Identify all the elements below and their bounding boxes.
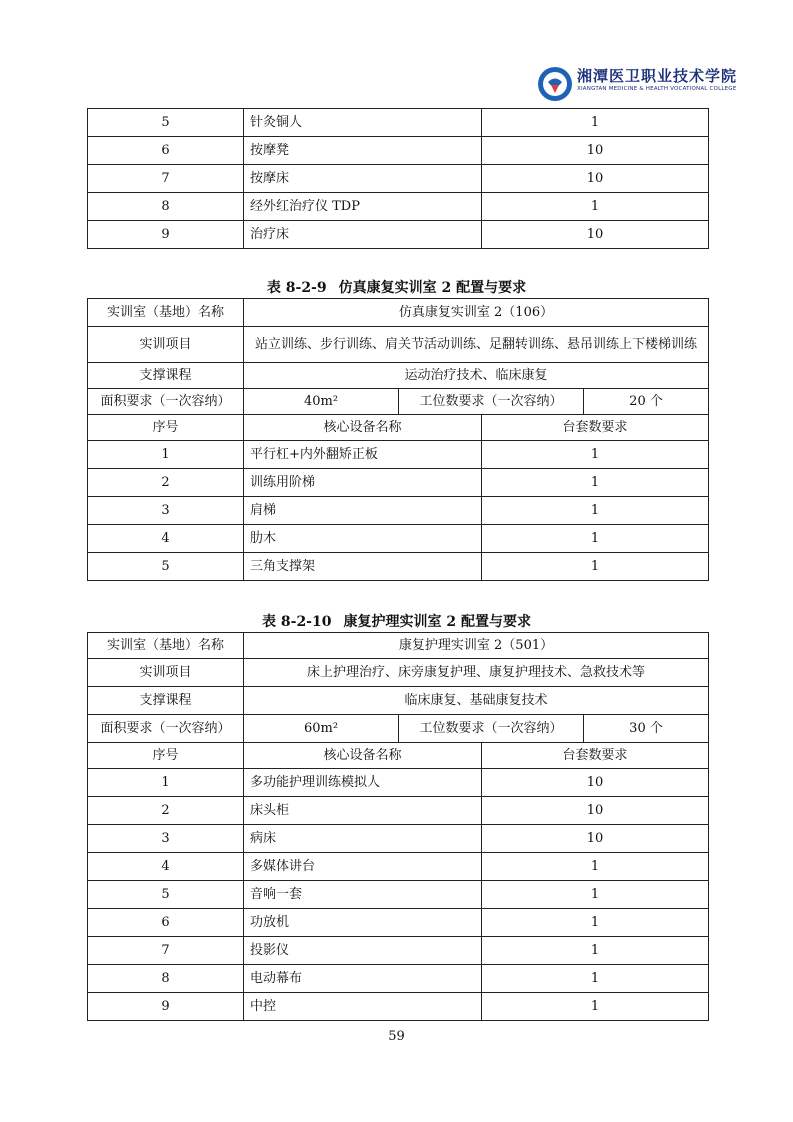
- caption-title: 仿真康复实训室 2 配置与要求: [338, 280, 527, 296]
- row-number: 7: [88, 937, 244, 965]
- table-row: [88, 193, 709, 221]
- col-header-qty: 台套数要求: [482, 415, 709, 441]
- equipment-name: 训练用阶梯: [244, 469, 482, 497]
- col-header-no: 序号: [88, 743, 244, 769]
- table-row: [88, 769, 709, 797]
- col-header-name: 核心设备名称: [244, 415, 482, 441]
- equipment-qty: 1: [482, 937, 709, 965]
- equipment-name: 治疗床: [244, 221, 482, 249]
- project-row: [88, 327, 709, 363]
- area-row: [88, 715, 709, 743]
- col-header-name: 核心设备名称: [244, 743, 482, 769]
- equipment-name: 肩梯: [244, 497, 482, 525]
- equipment-name: 肋木: [244, 525, 482, 553]
- equipment-name: 按摩凳: [244, 137, 482, 165]
- room-name-label: 实训室（基地）名称: [88, 633, 244, 659]
- row-number: 9: [88, 221, 244, 249]
- course-label: 支撑课程: [88, 687, 244, 715]
- row-number: 5: [88, 881, 244, 909]
- equipment-table-829: [87, 298, 709, 581]
- station-value: 20 个: [584, 389, 709, 415]
- table-caption: [0, 611, 793, 631]
- project-value: 站立训练、步行训练、肩关节活动训练、足翻转训练、悬吊训练上下楼梯训练: [244, 327, 709, 363]
- table-row: [88, 109, 709, 137]
- equipment-qty: 1: [482, 965, 709, 993]
- equipment-name: 针灸铜人: [244, 109, 482, 137]
- equipment-qty: 1: [482, 497, 709, 525]
- table-row: [88, 937, 709, 965]
- equipment-qty: 1: [482, 441, 709, 469]
- logo-english-name: XIANGTAN MEDICINE & HEALTH VOCATIONAL COLLEGE: [577, 86, 737, 92]
- page-number: 59: [388, 1029, 405, 1044]
- equipment-name: 床头柜: [244, 797, 482, 825]
- logo-chinese-name: 湘潭医卫职业技术学院: [577, 67, 738, 85]
- equipment-qty: 10: [482, 137, 709, 165]
- room-name-value: 仿真康复实训室 2（106）: [244, 299, 709, 327]
- area-label: 面积要求（一次容纳）: [88, 715, 244, 743]
- col-header-no: 序号: [88, 415, 244, 441]
- equipment-qty: 10: [482, 769, 709, 797]
- college-logo: [537, 62, 738, 110]
- row-number: 2: [88, 469, 244, 497]
- caption-number: 表 8-2-10: [262, 614, 332, 630]
- equipment-name: 多媒体讲台: [244, 853, 482, 881]
- table-row: [88, 853, 709, 881]
- equipment-table-8210: [87, 632, 709, 1021]
- equipment-qty: 1: [482, 993, 709, 1021]
- column-header-row: [88, 415, 709, 441]
- project-label: 实训项目: [88, 659, 244, 687]
- row-number: 3: [88, 825, 244, 853]
- equipment-name: 电动幕布: [244, 965, 482, 993]
- equipment-qty: 1: [482, 853, 709, 881]
- equipment-qty: 1: [482, 525, 709, 553]
- equipment-qty: 10: [482, 221, 709, 249]
- course-label: 支撑课程: [88, 363, 244, 389]
- equipment-name: 中控: [244, 993, 482, 1021]
- equipment-qty: 1: [482, 909, 709, 937]
- equipment-name: 平行杠+内外翻矫正板: [244, 441, 482, 469]
- equipment-qty: 1: [482, 553, 709, 581]
- table-row: [88, 909, 709, 937]
- table-row: [88, 469, 709, 497]
- row-number: 6: [88, 909, 244, 937]
- row-number: 7: [88, 165, 244, 193]
- project-label: 实训项目: [88, 327, 244, 363]
- row-number: 8: [88, 965, 244, 993]
- equipment-qty: 1: [482, 881, 709, 909]
- course-row: [88, 687, 709, 715]
- row-number: 5: [88, 109, 244, 137]
- row-number: 3: [88, 497, 244, 525]
- equipment-name: 经外红治疗仪 TDP: [244, 193, 482, 221]
- equipment-qty: 1: [482, 469, 709, 497]
- table-row: [88, 825, 709, 853]
- room-name-value: 康复护理实训室 2（501）: [244, 633, 709, 659]
- equipment-name: 三角支撑架: [244, 553, 482, 581]
- row-number: 1: [88, 441, 244, 469]
- equipment-qty: 1: [482, 193, 709, 221]
- station-label: 工位数要求（一次容纳）: [399, 715, 584, 743]
- equipment-qty: 1: [482, 109, 709, 137]
- equipment-qty: 10: [482, 165, 709, 193]
- table-row: [88, 553, 709, 581]
- caption-number: 表 8-2-9: [266, 280, 327, 296]
- equipment-qty: 10: [482, 797, 709, 825]
- room-name-label: 实训室（基地）名称: [88, 299, 244, 327]
- table-row: [88, 497, 709, 525]
- table-caption: [0, 277, 793, 297]
- column-header-row: [88, 743, 709, 769]
- table-row: [88, 797, 709, 825]
- area-row: [88, 389, 709, 415]
- project-value: 床上护理治疗、床旁康复护理、康复护理技术、急救技术等: [244, 659, 709, 687]
- table-row: [88, 165, 709, 193]
- equipment-table-continued: [87, 108, 709, 249]
- row-number: 6: [88, 137, 244, 165]
- row-number: 4: [88, 853, 244, 881]
- row-number: 9: [88, 993, 244, 1021]
- table-row: [88, 525, 709, 553]
- course-value: 临床康复、基础康复技术: [244, 687, 709, 715]
- equipment-qty: 10: [482, 825, 709, 853]
- table-row: [88, 441, 709, 469]
- equipment-name: 音响一套: [244, 881, 482, 909]
- equipment-name: 按摩床: [244, 165, 482, 193]
- table-row: [88, 137, 709, 165]
- station-value: 30 个: [584, 715, 709, 743]
- station-label: 工位数要求（一次容纳）: [399, 389, 584, 415]
- room-name-row: [88, 633, 709, 659]
- table-row: [88, 965, 709, 993]
- college-emblem-icon: [537, 66, 573, 102]
- row-number: 8: [88, 193, 244, 221]
- caption-title: 康复护理实训室 2 配置与要求: [343, 614, 531, 630]
- area-value: 60m²: [244, 715, 399, 743]
- equipment-name: 病床: [244, 825, 482, 853]
- col-header-qty: 台套数要求: [482, 743, 709, 769]
- table-row: [88, 221, 709, 249]
- area-label: 面积要求（一次容纳）: [88, 389, 244, 415]
- table-row: [88, 881, 709, 909]
- row-number: 2: [88, 797, 244, 825]
- equipment-name: 多功能护理训练模拟人: [244, 769, 482, 797]
- table-row: [88, 993, 709, 1021]
- equipment-name: 投影仪: [244, 937, 482, 965]
- project-row: [88, 659, 709, 687]
- row-number: 1: [88, 769, 244, 797]
- course-value: 运动治疗技术、临床康复: [244, 363, 709, 389]
- row-number: 4: [88, 525, 244, 553]
- equipment-name: 功放机: [244, 909, 482, 937]
- area-value: 40m²: [244, 389, 399, 415]
- row-number: 5: [88, 553, 244, 581]
- room-name-row: [88, 299, 709, 327]
- course-row: [88, 363, 709, 389]
